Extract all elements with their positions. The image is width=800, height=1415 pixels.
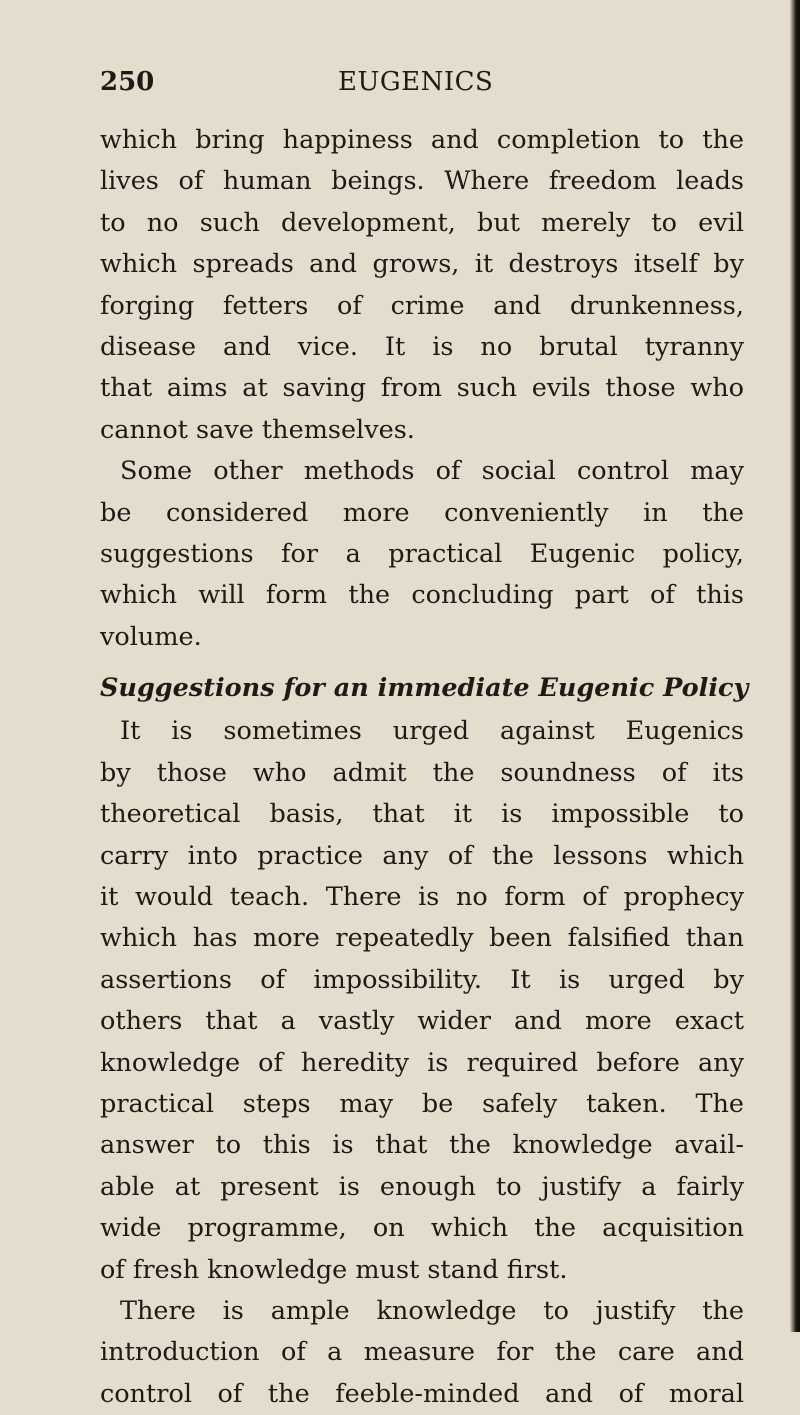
text-line: be considered more conveniently in the: [100, 497, 744, 528]
text-line: it would teach. There is no form of prophecy: [100, 882, 744, 913]
text-line: answer to this is that the knowledge avail-: [100, 1130, 744, 1161]
section-heading: Suggestions for an immediate Eugenic Policy: [100, 673, 749, 704]
text-line: wide programme, on which the acquisition: [100, 1213, 744, 1244]
text-line: Some other methods of social control may: [120, 456, 744, 487]
text-line: of fresh knowledge must stand first.: [100, 1254, 568, 1285]
running-title: EUGENICS: [338, 67, 494, 97]
text-line: knowledge of heredity is required before any: [100, 1047, 744, 1078]
text-line: There is ample knowledge to justify the: [120, 1295, 744, 1326]
text-line: volume.: [100, 621, 202, 652]
text-line: practical steps may be safely taken. The: [100, 1088, 744, 1119]
text-line: theoretical basis, that it is impossible to: [100, 799, 744, 830]
text-line: control of the feeble-minded and of moral: [100, 1378, 744, 1409]
text-line: It is sometimes urged against Eugenics: [120, 716, 744, 747]
text-line: which will form the concluding part of this: [100, 580, 744, 611]
text-line: which has more repeatedly been falsified than: [100, 923, 744, 954]
text-line: able at present is enough to justify a fairly: [100, 1171, 744, 1202]
text-line: others that a vastly wider and more exact: [100, 1006, 744, 1037]
text-line: lives of human beings. Where freedom leads: [100, 166, 744, 197]
text-line: disease and vice. It is no brutal tyranny: [100, 331, 744, 362]
text-line: forging fetters of crime and drunkenness,: [100, 290, 744, 321]
text-line: which bring happiness and completion to the: [100, 125, 744, 155]
text-line: assertions of impossibility. It is urged by: [100, 964, 744, 995]
text-line: to no such development, but merely to evil: [100, 207, 744, 238]
text-line: cannot save themselves.: [100, 414, 415, 445]
page-header: [100, 62, 742, 102]
page-edge: [790, 0, 800, 1332]
page-number: 250: [100, 67, 155, 97]
text-line: by those who admit the soundness of its: [100, 757, 744, 788]
text-line: suggestions for a practical Eugenic policy,: [100, 538, 744, 569]
body-text: [100, 120, 749, 1415]
text-line: that aims at saving from such evils those who: [100, 373, 744, 404]
text-line: carry into practice any of the lessons which: [100, 840, 744, 871]
text-line: introduction of a measure for the care and: [100, 1337, 744, 1368]
text-line: which spreads and grows, it destroys itself by: [100, 249, 744, 280]
